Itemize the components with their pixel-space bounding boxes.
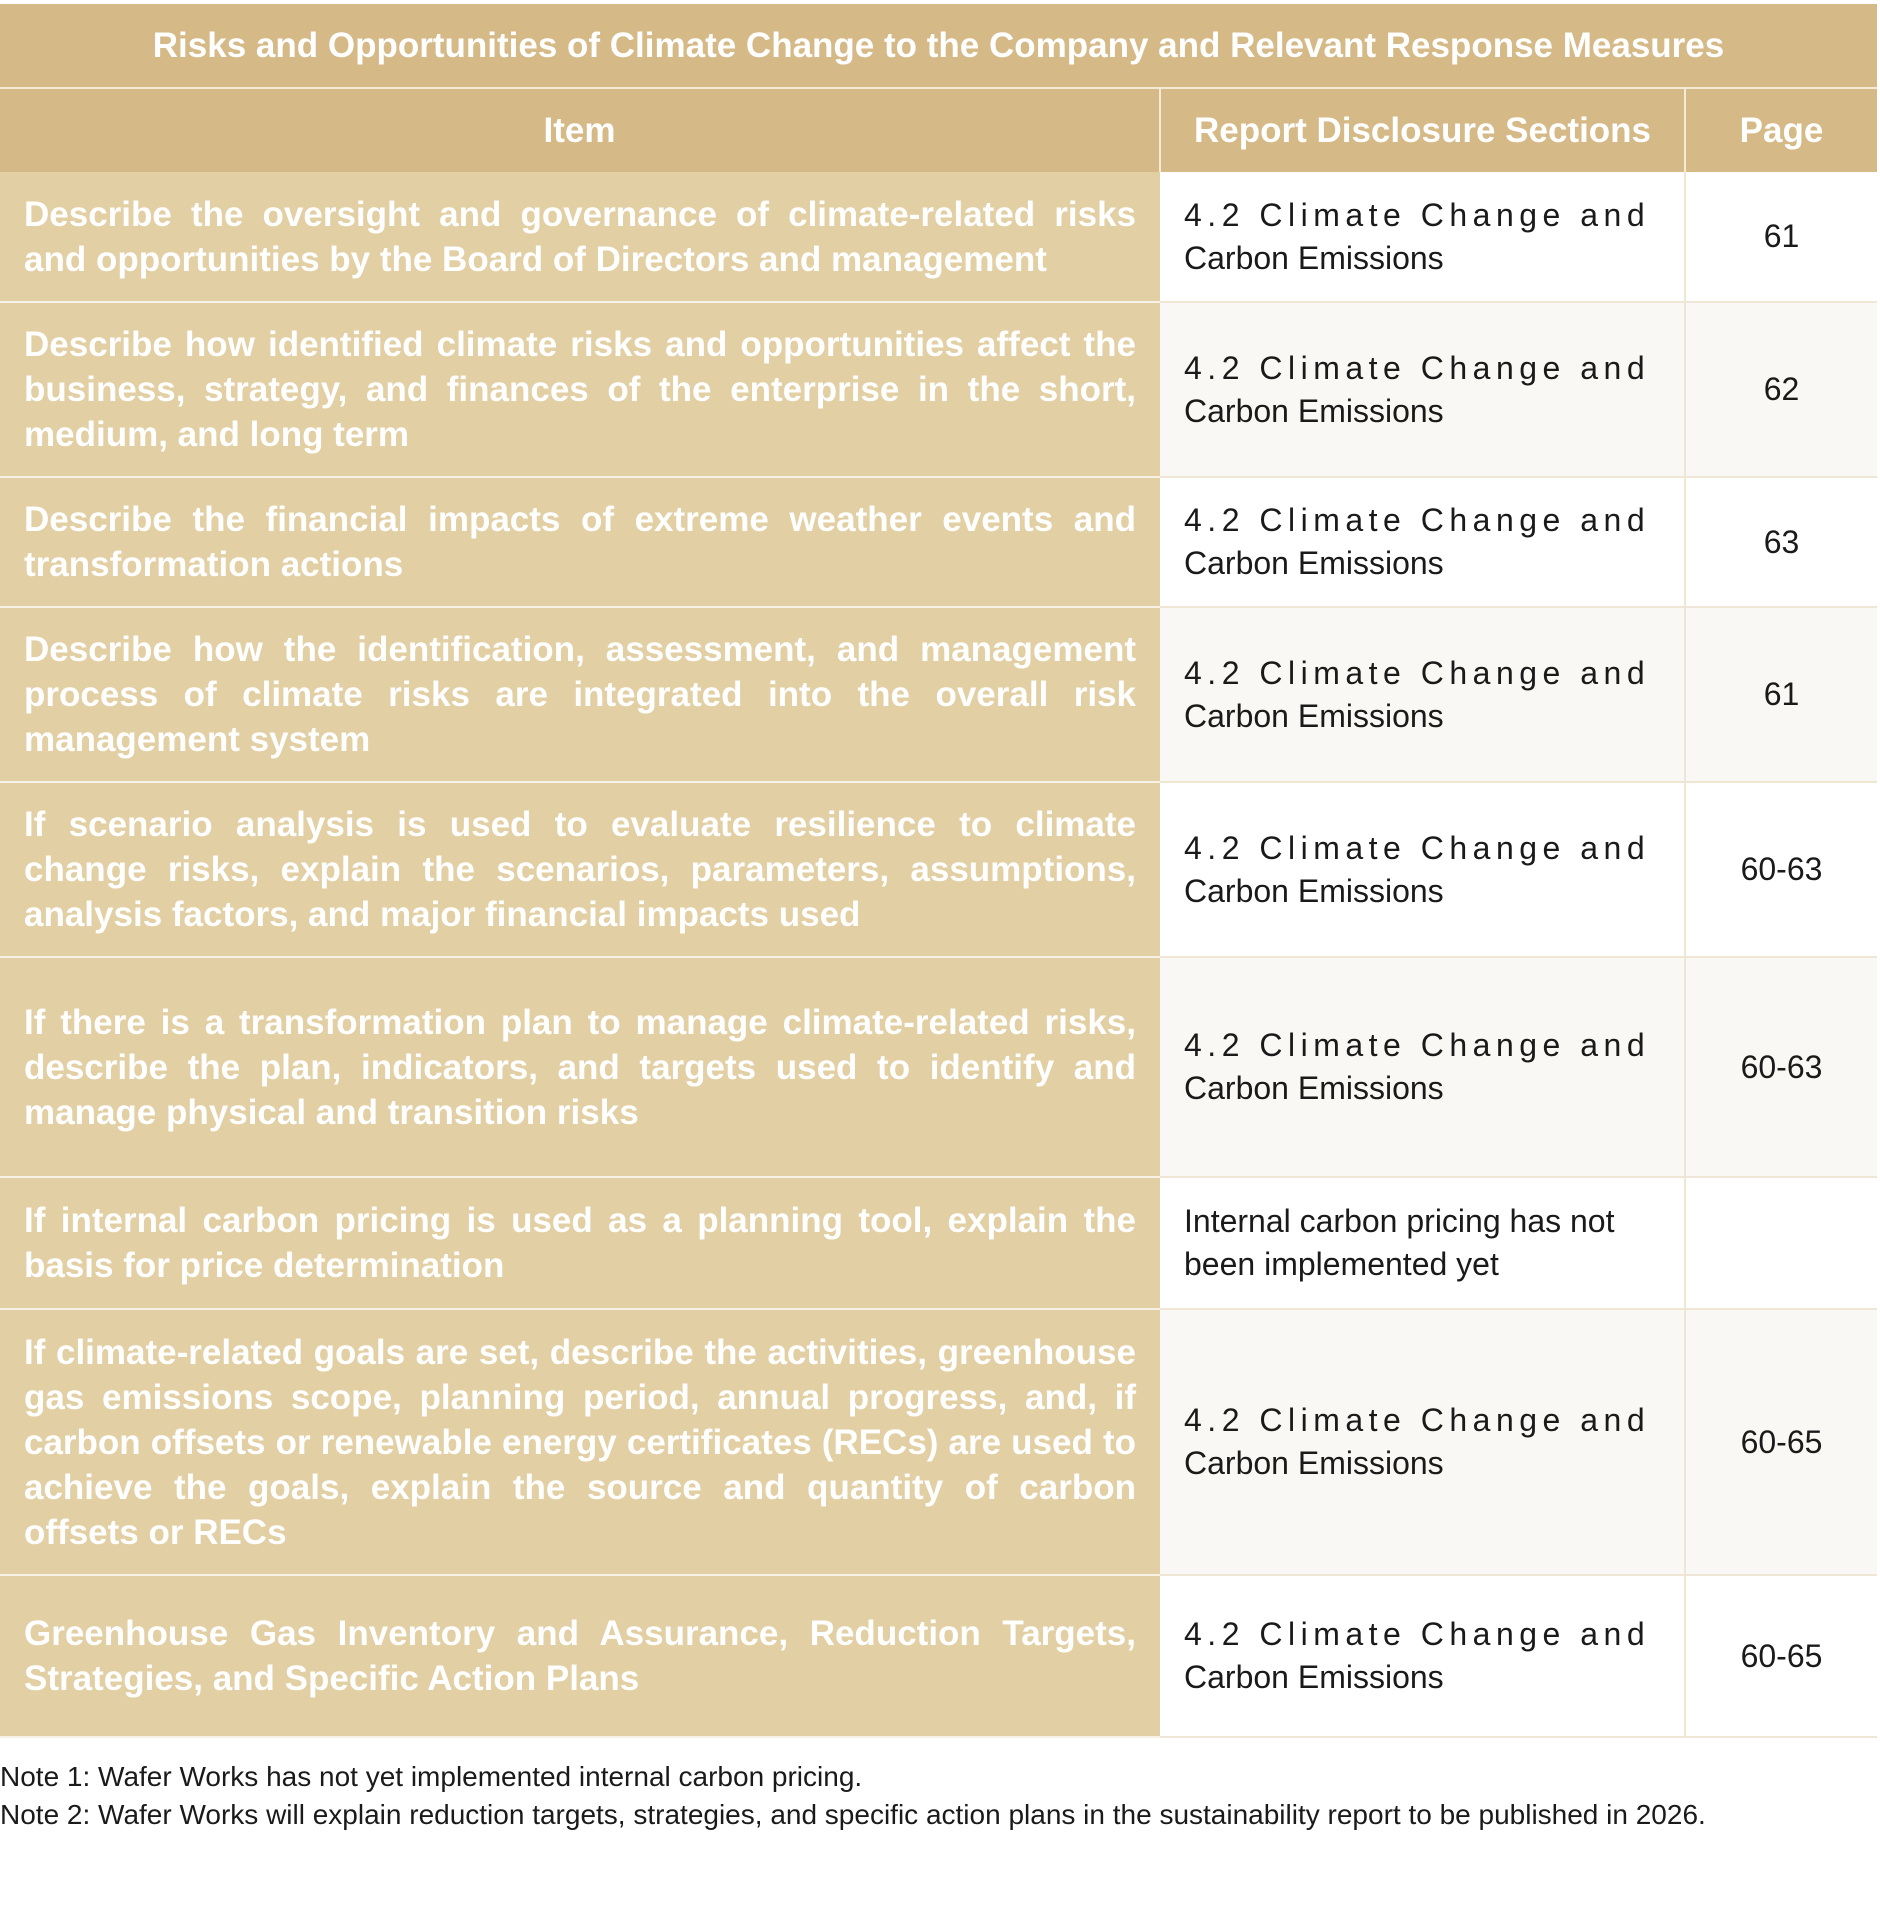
table-row xyxy=(0,957,1877,1177)
section-line-2: Carbon Emissions xyxy=(1184,697,1444,734)
column-header-sections: Report Disclosure Sections xyxy=(1160,88,1685,172)
item-cell: Describe how identified climate risks and opportunities affect the business, strategy, and finances of the enterprise in the short, medium, and long term xyxy=(0,302,1160,477)
section-cell xyxy=(1160,1177,1685,1309)
section-line-1: 4.2 Climate Change and xyxy=(1184,502,1651,538)
section-line-1: 4.2 Climate Change and xyxy=(1184,1027,1651,1063)
section-line-1: Internal carbon pricing has not xyxy=(1184,1203,1615,1239)
item-cell: If climate-related goals are set, describe the activities, greenhouse gas emissions scope, planning period, annual progress, and, if carbon offsets or renewable energy certificates (RECs) are used to achieve the goals, explain the source and quantity of carbon offsets or RECs xyxy=(0,1309,1160,1575)
section-cell xyxy=(1160,172,1685,302)
climate-disclosure-table-wrap xyxy=(0,4,1877,1738)
table-row xyxy=(0,477,1877,607)
section-line-1: 4.2 Climate Change and xyxy=(1184,1402,1651,1438)
page-cell: 60-65 xyxy=(1685,1309,1877,1575)
page-cell: 61 xyxy=(1685,607,1877,782)
section-line-2: been implemented yet xyxy=(1184,1246,1499,1282)
section-line-2: Carbon Emissions xyxy=(1184,872,1444,909)
table-title-row xyxy=(0,4,1877,88)
section-line-1: 4.2 Climate Change and xyxy=(1184,196,1651,233)
section-line-2: Carbon Emissions xyxy=(1184,239,1444,276)
table-row xyxy=(0,1575,1877,1737)
section-cell xyxy=(1160,302,1685,477)
item-cell: If there is a transformation plan to manage climate-related risks, describe the plan, indicators, and targets used to identify and manage physical and transition risks xyxy=(0,957,1160,1177)
section-line-2: Carbon Emissions xyxy=(1184,545,1444,581)
column-header-item: Item xyxy=(0,88,1160,172)
section-cell xyxy=(1160,1309,1685,1575)
section-cell xyxy=(1160,477,1685,607)
page-cell: 60-65 xyxy=(1685,1575,1877,1737)
item-cell: Describe how the identification, assessment, and management process of climate risks are integrated into the overall risk management system xyxy=(0,607,1160,782)
table-row xyxy=(0,302,1877,477)
footnote-1: Note 1: Wafer Works has not yet implemented internal carbon pricing. xyxy=(0,1761,863,1792)
page-cell: 62 xyxy=(1685,302,1877,477)
table-row xyxy=(0,607,1877,782)
item-cell: Describe the financial impacts of extreme weather events and transformation actions xyxy=(0,477,1160,607)
section-line-1: 4.2 Climate Change and xyxy=(1184,829,1651,866)
page-cell: 60-63 xyxy=(1685,782,1877,957)
section-line-2: Carbon Emissions xyxy=(1184,1070,1444,1106)
table-row xyxy=(0,1177,1877,1309)
footnote-2: Note 2: Wafer Works will explain reduction targets, strategies, and specific action plans in the sustainability report to be published in 2026. xyxy=(0,1799,1706,1830)
table-header-row xyxy=(0,88,1877,172)
table-row xyxy=(0,1309,1877,1575)
section-line-2: Carbon Emissions xyxy=(1184,1659,1444,1695)
table-row xyxy=(0,172,1877,302)
table-title: Risks and Opportunities of Climate Change to the Company and Relevant Response Measures xyxy=(0,4,1877,88)
footnotes xyxy=(0,1758,1706,1834)
page-cell: 61 xyxy=(1685,172,1877,302)
column-header-page: Page xyxy=(1685,88,1877,172)
item-cell: Greenhouse Gas Inventory and Assurance, Reduction Targets, Strategies, and Specific Action Plans xyxy=(0,1575,1160,1737)
page-cell: 60-63 xyxy=(1685,957,1877,1177)
section-line-1: 4.2 Climate Change and xyxy=(1184,1616,1651,1652)
page-cell: 63 xyxy=(1685,477,1877,607)
section-cell xyxy=(1160,782,1685,957)
item-cell: If internal carbon pricing is used as a planning tool, explain the basis for price determination xyxy=(0,1177,1160,1309)
page-cell xyxy=(1685,1177,1877,1309)
section-line-2: Carbon Emissions xyxy=(1184,1445,1444,1481)
section-cell xyxy=(1160,1575,1685,1737)
item-cell: Describe the oversight and governance of climate-related risks and opportunities by the Board of Directors and management xyxy=(0,172,1160,302)
section-line-2: Carbon Emissions xyxy=(1184,392,1444,429)
section-cell xyxy=(1160,957,1685,1177)
section-line-1: 4.2 Climate Change and xyxy=(1184,349,1651,386)
item-cell: If scenario analysis is used to evaluate resilience to climate change risks, explain the scenarios, parameters, assumptions, analysis factors, and major financial impacts used xyxy=(0,782,1160,957)
table-row xyxy=(0,782,1877,957)
section-cell xyxy=(1160,607,1685,782)
section-line-1: 4.2 Climate Change and xyxy=(1184,654,1651,691)
climate-disclosure-table xyxy=(0,4,1877,1738)
